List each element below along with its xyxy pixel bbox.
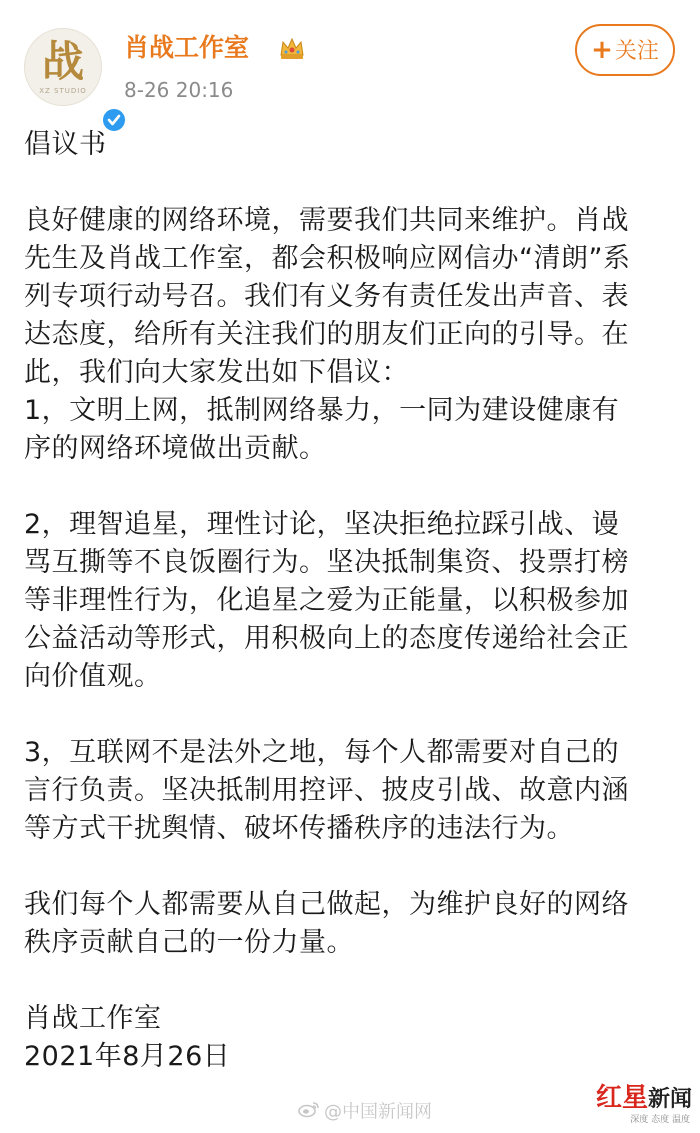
paragraph-gap xyxy=(24,164,684,202)
post-text-line: 言行负责。坚决抵制用控评、披皮引战、故意内涵 xyxy=(24,775,629,806)
hongxing-logo-red: 红星 xyxy=(596,1083,649,1113)
paragraph-gap xyxy=(24,962,684,1000)
post-text-line: 秩序贡献自己的一份力量。 xyxy=(24,927,354,958)
post-text-line: 列专项行动号召。我们有义务有责任发出声音、表 xyxy=(24,281,629,312)
author-name[interactable]: 肖战工作室 xyxy=(124,33,250,62)
avatar[interactable] xyxy=(24,28,102,106)
post-text-line: 等方式干扰舆情、破坏传播秩序的违法行为。 xyxy=(24,813,574,844)
follow-button-label: 关注 xyxy=(614,39,659,64)
avatar-logo-glyph: 战 xyxy=(41,37,84,86)
post-text-line: 2，理智追星，理性讨论，坚决拒绝拉踩引战、谩 xyxy=(24,509,620,540)
post-text-line: 肖战工作室 xyxy=(24,1003,162,1034)
post-text-line: 先生及肖战工作室，都会积极响应网信办“清朗”系 xyxy=(24,243,631,274)
post-text-line: 此，我们向大家发出如下倡议： xyxy=(24,357,409,388)
post-text-line: 1，文明上网，抵制网络暴力，一同为建设健康有 xyxy=(24,395,620,426)
post-text-line: 2021年8月26日 xyxy=(24,1041,231,1072)
crown-icon xyxy=(277,33,307,63)
hongxing-logo-black: 新闻 xyxy=(648,1086,693,1112)
weibo-watermark-text: @中国新闻网 xyxy=(324,1101,432,1123)
follow-button[interactable] xyxy=(575,24,675,76)
hongxing-slogan: 深度 态度 温度 xyxy=(630,1115,690,1125)
post-text-line: 向价值观。 xyxy=(24,661,162,692)
post-text-line: 3，互联网不是法外之地，每个人都需要对自己的 xyxy=(24,737,620,768)
weibo-watermark xyxy=(298,1100,432,1125)
hongxing-news-watermark xyxy=(596,1082,696,1130)
avatar-logo-subtext: XZ STUDIO xyxy=(39,87,87,95)
post-text-line: 良好健康的网络环境，需要我们共同来维护。肖战 xyxy=(24,205,629,236)
post-text-line: 骂互撕等不良饭圈行为。坚决抵制集资、投票打榜 xyxy=(24,547,629,578)
weibo-logo-icon xyxy=(298,1100,320,1125)
post-heading: 倡议书 xyxy=(24,129,107,160)
post-text-line: 公益活动等形式，用积极向上的态度传递给社会正 xyxy=(24,623,629,654)
paragraph-gap xyxy=(24,468,684,506)
plus-icon: + xyxy=(591,35,613,65)
paragraph-gap xyxy=(24,696,684,734)
post-text-line: 等非理性行为，化追星之爱为正能量，以积极参加 xyxy=(24,585,629,616)
post-header xyxy=(0,0,700,120)
post-timestamp: 8-26 20:16 xyxy=(124,78,234,102)
post-text-line: 达态度，给所有关注我们的朋友们正向的引导。在 xyxy=(24,319,629,350)
post-text-line: 序的网络环境做出贡献。 xyxy=(24,433,327,464)
post-text-line: 我们每个人都需要从自己做起，为维护良好的网络 xyxy=(24,889,629,920)
post-body xyxy=(24,126,684,1076)
paragraph-gap xyxy=(24,848,684,886)
